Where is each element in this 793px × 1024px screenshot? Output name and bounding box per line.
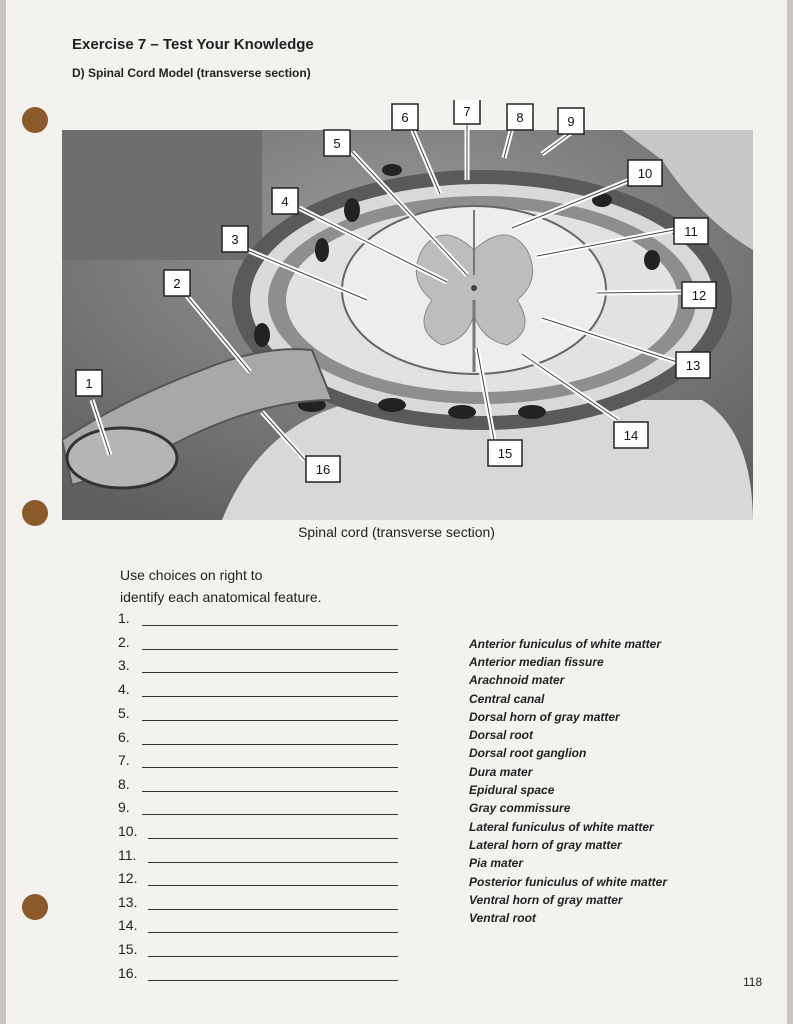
answer-number: 2. (118, 634, 130, 650)
answer-row[interactable] (118, 939, 398, 959)
choice-item: Central canal (469, 692, 545, 706)
svg-text:4: 4 (281, 194, 289, 209)
central-canal (471, 285, 477, 291)
choice-item: Anterior funiculus of white matter (469, 637, 662, 651)
answer-blank[interactable] (148, 980, 398, 981)
answer-number: 14. (118, 917, 138, 933)
svg-text:14: 14 (623, 428, 639, 443)
svg-text:13: 13 (685, 358, 701, 373)
svg-text:8: 8 (516, 110, 524, 125)
svg-text:6: 6 (401, 110, 409, 125)
svg-text:9: 9 (567, 114, 575, 129)
answer-blank[interactable] (142, 791, 398, 792)
choice-item: Gray commissure (469, 801, 571, 815)
answer-number: 9. (118, 799, 130, 815)
figure-label-1 (76, 370, 102, 396)
choice-item: Arachnoid mater (469, 673, 565, 687)
choice-item: Pia mater (469, 856, 524, 870)
figure-caption: Spinal cord (transverse section) (298, 524, 495, 540)
answer-row[interactable] (118, 679, 398, 699)
answer-row[interactable] (118, 892, 398, 912)
answer-blank[interactable] (142, 625, 398, 626)
answer-number: 6. (118, 729, 130, 745)
svg-text:5: 5 (333, 136, 341, 151)
spinal-cord-diagram (62, 100, 753, 520)
figure-label-3 (222, 226, 248, 252)
choice-item: Dorsal root (469, 728, 534, 742)
choice-item: Anterior median fissure (469, 655, 604, 669)
answer-row[interactable] (118, 703, 398, 723)
answer-blank[interactable] (148, 862, 398, 863)
answer-number: 16. (118, 965, 138, 981)
answer-number: 3. (118, 657, 130, 673)
answer-number: 10. (118, 823, 138, 839)
svg-text:7: 7 (463, 104, 471, 119)
figure-label-11 (674, 218, 708, 244)
answer-number: 12. (118, 870, 138, 886)
choice-item: Posterior funiculus of white matter (469, 875, 668, 889)
figure-label-7 (454, 100, 480, 124)
answer-row[interactable] (118, 963, 398, 983)
figure-label-15 (488, 440, 522, 466)
answer-blank[interactable] (148, 909, 398, 910)
binder-hole (22, 894, 48, 920)
svg-text:3: 3 (231, 232, 239, 247)
binder-hole (22, 107, 48, 133)
answer-row[interactable] (118, 750, 398, 770)
answer-number: 5. (118, 705, 130, 721)
svg-text:11: 11 (684, 224, 698, 239)
answer-blank[interactable] (148, 956, 398, 957)
answer-number: 15. (118, 941, 138, 957)
choice-item: Ventral horn of gray matter (469, 893, 623, 907)
figure-label-14 (614, 422, 648, 448)
dorsal-root-ganglion (67, 428, 177, 488)
answer-number: 1. (118, 610, 130, 626)
svg-text:16: 16 (315, 462, 331, 477)
answer-row[interactable] (118, 821, 398, 841)
answer-row[interactable] (118, 915, 398, 935)
answer-blank[interactable] (142, 649, 398, 650)
figure-label-8 (507, 104, 533, 130)
spinal-cord-figure (62, 100, 753, 520)
page-subtitle: D) Spinal Cord Model (transverse section) (72, 66, 311, 80)
answer-number: 11. (118, 847, 137, 863)
answer-blank[interactable] (148, 885, 398, 886)
answer-blank[interactable] (142, 744, 398, 745)
answer-blank[interactable] (148, 838, 398, 839)
svg-text:10: 10 (637, 166, 653, 181)
answer-row[interactable] (118, 797, 398, 817)
instructions-line-2: identify each anatomical feature. (120, 589, 322, 605)
figure-label-9 (558, 108, 584, 134)
choice-item: Dura mater (469, 765, 533, 779)
answer-number: 8. (118, 776, 130, 792)
answer-row[interactable] (118, 655, 398, 675)
figure-label-2 (164, 270, 190, 296)
figure-label-6 (392, 104, 418, 130)
svg-text:1: 1 (85, 376, 93, 391)
answer-blank[interactable] (142, 720, 398, 721)
answer-number: 4. (118, 681, 130, 697)
choice-item: Lateral horn of gray matter (469, 838, 622, 852)
instructions-line-1: Use choices on right to (120, 567, 263, 583)
choice-item: Dorsal horn of gray matter (469, 710, 620, 724)
answer-blank[interactable] (142, 672, 398, 673)
choice-item: Lateral funiculus of white matter (469, 820, 654, 834)
svg-text:2: 2 (173, 276, 181, 291)
svg-text:12: 12 (691, 288, 707, 303)
page-number: 118 (743, 975, 763, 989)
answer-row[interactable] (118, 632, 398, 652)
figure-label-16 (306, 456, 340, 482)
choice-item: Epidural space (469, 783, 555, 797)
choice-item: Ventral root (469, 911, 536, 925)
svg-text:15: 15 (497, 446, 513, 461)
answer-number: 7. (118, 752, 130, 768)
answer-number: 13. (118, 894, 138, 910)
answer-blank[interactable] (142, 814, 398, 815)
answer-blank[interactable] (142, 767, 398, 768)
answer-row[interactable] (118, 868, 398, 888)
answer-row[interactable] (118, 845, 398, 865)
figure-label-5 (324, 130, 350, 156)
binder-hole (22, 500, 48, 526)
figure-label-4 (272, 188, 298, 214)
choice-item: Dorsal root ganglion (469, 746, 587, 760)
figure-label-10 (628, 160, 662, 186)
answer-row[interactable] (118, 727, 398, 747)
answer-blank[interactable] (148, 932, 398, 933)
answer-blank[interactable] (142, 696, 398, 697)
answer-row[interactable] (118, 608, 398, 628)
figure-label-13 (676, 352, 710, 378)
page-title: Exercise 7 – Test Your Knowledge (72, 36, 314, 53)
figure-label-12 (682, 282, 716, 308)
answer-row[interactable] (118, 774, 398, 794)
